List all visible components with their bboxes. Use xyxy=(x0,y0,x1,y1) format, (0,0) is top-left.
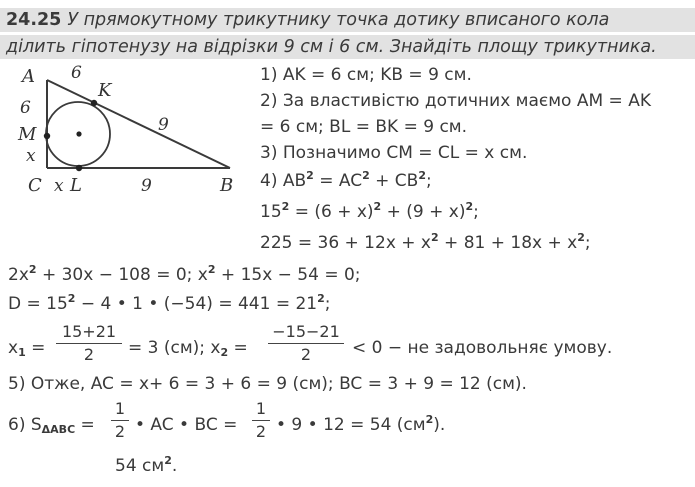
half-fraction-2: 1 2 xyxy=(252,399,270,442)
step-5: 5) Отже, AC = x+ 6 = 3 + 6 = 9 (см); BC = 3 + 9 = 12 (см). xyxy=(8,374,527,394)
label-six-top: 6 xyxy=(71,63,82,83)
hypotenuse-ab xyxy=(47,80,230,168)
point-m xyxy=(44,133,50,139)
label-a: A xyxy=(22,66,35,87)
half-fraction-1: 1 2 xyxy=(111,399,129,442)
label-l: L xyxy=(70,175,82,196)
equation-2: $225 = 36 + 12x + x^2 + 81 + 18x + x^2$; xyxy=(260,231,591,253)
root-x1-label: $x_1$ = xyxy=(8,338,46,359)
point-l xyxy=(76,165,82,171)
root-x2-fraction: −15−21 2 xyxy=(268,322,344,365)
label-x-bottom: x xyxy=(54,176,64,196)
label-six-left: 6 xyxy=(20,98,31,118)
discriminant: $D = 15^2 - 4$ • 1 • $(-54) = 441 = 21^2$; xyxy=(8,292,331,314)
point-k xyxy=(91,100,97,106)
step-2a: 2) За властивістю дотичних маємо AM = AK xyxy=(260,91,651,111)
answer: 54 $см^2$. xyxy=(115,454,178,476)
step-6-middle: • AC • BC = xyxy=(135,415,238,435)
step-6-label: 6) $S_{\Delta ABC}$ = xyxy=(8,415,95,436)
equation-3: $2x^2 + 30x - 108 = 0$; $x^2 + 15x - 54 = 0$; xyxy=(8,263,361,285)
label-m: M xyxy=(18,124,37,145)
step-1: 1) AK = 6 см; KB = 9 см. xyxy=(260,65,472,85)
root-x2-result: < 0 − не задовольняє умову. xyxy=(352,338,613,358)
label-c: C xyxy=(28,175,42,196)
step-2b: = 6 см; BL = BK = 9 см. xyxy=(260,117,468,137)
root-x1-fraction: 15+21 2 xyxy=(56,322,122,365)
root-x1-result: = 3 (см); $x_2$ = xyxy=(128,338,248,359)
step-6-end: • 9 • 12 = 54 $(см^2)$. xyxy=(276,413,446,435)
label-nine-bottom: 9 xyxy=(141,176,152,196)
label-nine-hyp: 9 xyxy=(158,115,169,135)
step-4: 4) $AB^2 = AC^2 + CB^2$; xyxy=(260,169,432,191)
problem-line-1: 24.25 У прямокутному трикутнику точка дотику вписаного кола xyxy=(6,10,610,30)
incircle-center xyxy=(76,131,81,136)
triangle-figure xyxy=(0,62,250,197)
problem-line-2: ділить гіпотенузу на відрізки 9 см і 6 см. Знайдіть площу трикутника. xyxy=(6,37,657,57)
label-x-left: x xyxy=(26,146,36,166)
problem-number: 24.25 xyxy=(6,10,62,30)
label-b: B xyxy=(220,175,234,196)
step-3: 3) Позначимо CM = CL = x см. xyxy=(260,143,528,163)
equation-1: $15^2 = (6 + x)^2 + (9 + x)^2$; xyxy=(260,200,479,222)
label-k: K xyxy=(98,80,112,101)
